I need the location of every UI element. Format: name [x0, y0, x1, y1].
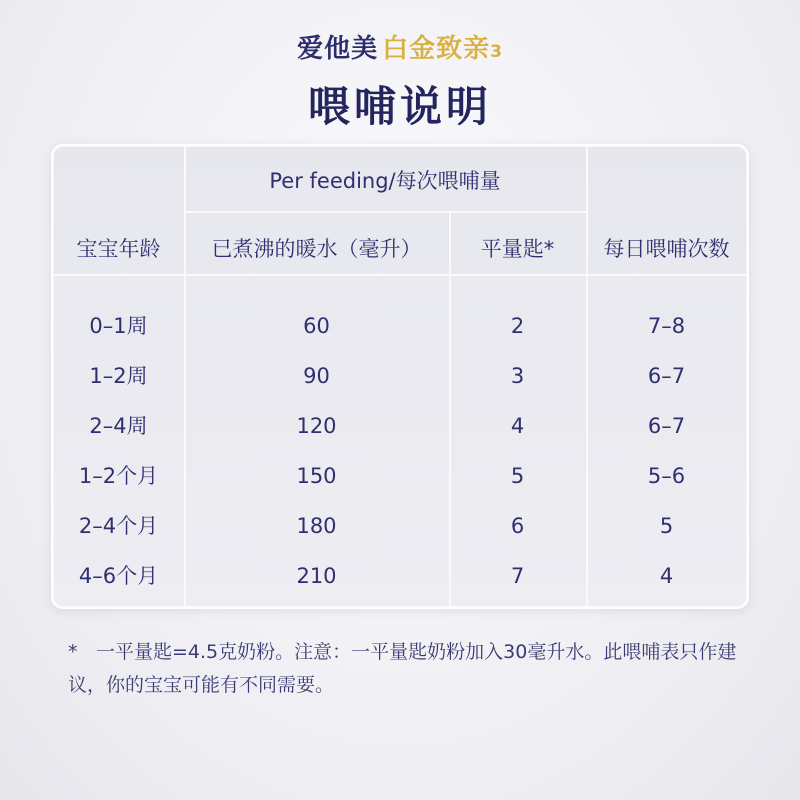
footnote-text: 一平量匙=4.5克奶粉。注意：一平量匙奶粉加入30毫升水。此喂哺表只作建议，你的宝宝可能有不同需要。 [68, 641, 737, 696]
brand-line [0, 28, 800, 65]
scoops-cell: 7 [510, 564, 525, 588]
age-cell: 2–4周 [89, 414, 148, 438]
water-cell: 150 [296, 464, 337, 488]
scoops-cell: 2 [510, 314, 525, 338]
per-feeding-header: Per feeding/每次喂哺量 [269, 169, 501, 193]
water-cell: 60 [303, 314, 330, 338]
scoops-cell: 6 [510, 514, 525, 538]
water-cell: 120 [296, 414, 337, 438]
column-header-feeds-per-day: 每日喂哺次数 [603, 237, 730, 261]
stage-number: 3 [490, 42, 503, 62]
feeds-cell: 5 [659, 514, 674, 538]
scoops-cell: 5 [510, 464, 525, 488]
footnote [68, 636, 768, 702]
column-header-age: 宝宝年龄 [76, 237, 161, 261]
feeds-cell: 6–7 [647, 364, 686, 388]
scoops-cell: 3 [510, 364, 525, 388]
age-cell: 4–6个月 [78, 564, 159, 588]
feeds-cell: 4 [659, 564, 674, 588]
column-header-scoops: 平量匙* [480, 237, 555, 261]
feeds-cell: 7–8 [647, 314, 686, 338]
product-name: 白金致亲 [382, 34, 491, 64]
age-cell: 1–2周 [89, 364, 148, 388]
row-divider [184, 211, 586, 213]
footnote-marker: * [68, 641, 78, 663]
brand-name: 爱他美 [297, 34, 379, 64]
column-divider [449, 211, 451, 607]
feeding-table [51, 144, 749, 609]
page-title: 喂哺说明 [307, 82, 492, 131]
feeds-cell: 5–6 [647, 464, 686, 488]
water-cell: 180 [296, 514, 337, 538]
water-cell: 210 [296, 564, 337, 588]
age-cell: 0–1周 [89, 314, 148, 338]
water-cell: 90 [303, 364, 330, 388]
scoops-cell: 4 [510, 414, 525, 438]
age-cell: 2–4个月 [78, 514, 159, 538]
row-divider [53, 274, 747, 276]
age-cell: 1–2个月 [78, 464, 159, 488]
feeds-cell: 6–7 [647, 414, 686, 438]
column-header-water: 已煮沸的暖水（毫升） [211, 237, 422, 261]
